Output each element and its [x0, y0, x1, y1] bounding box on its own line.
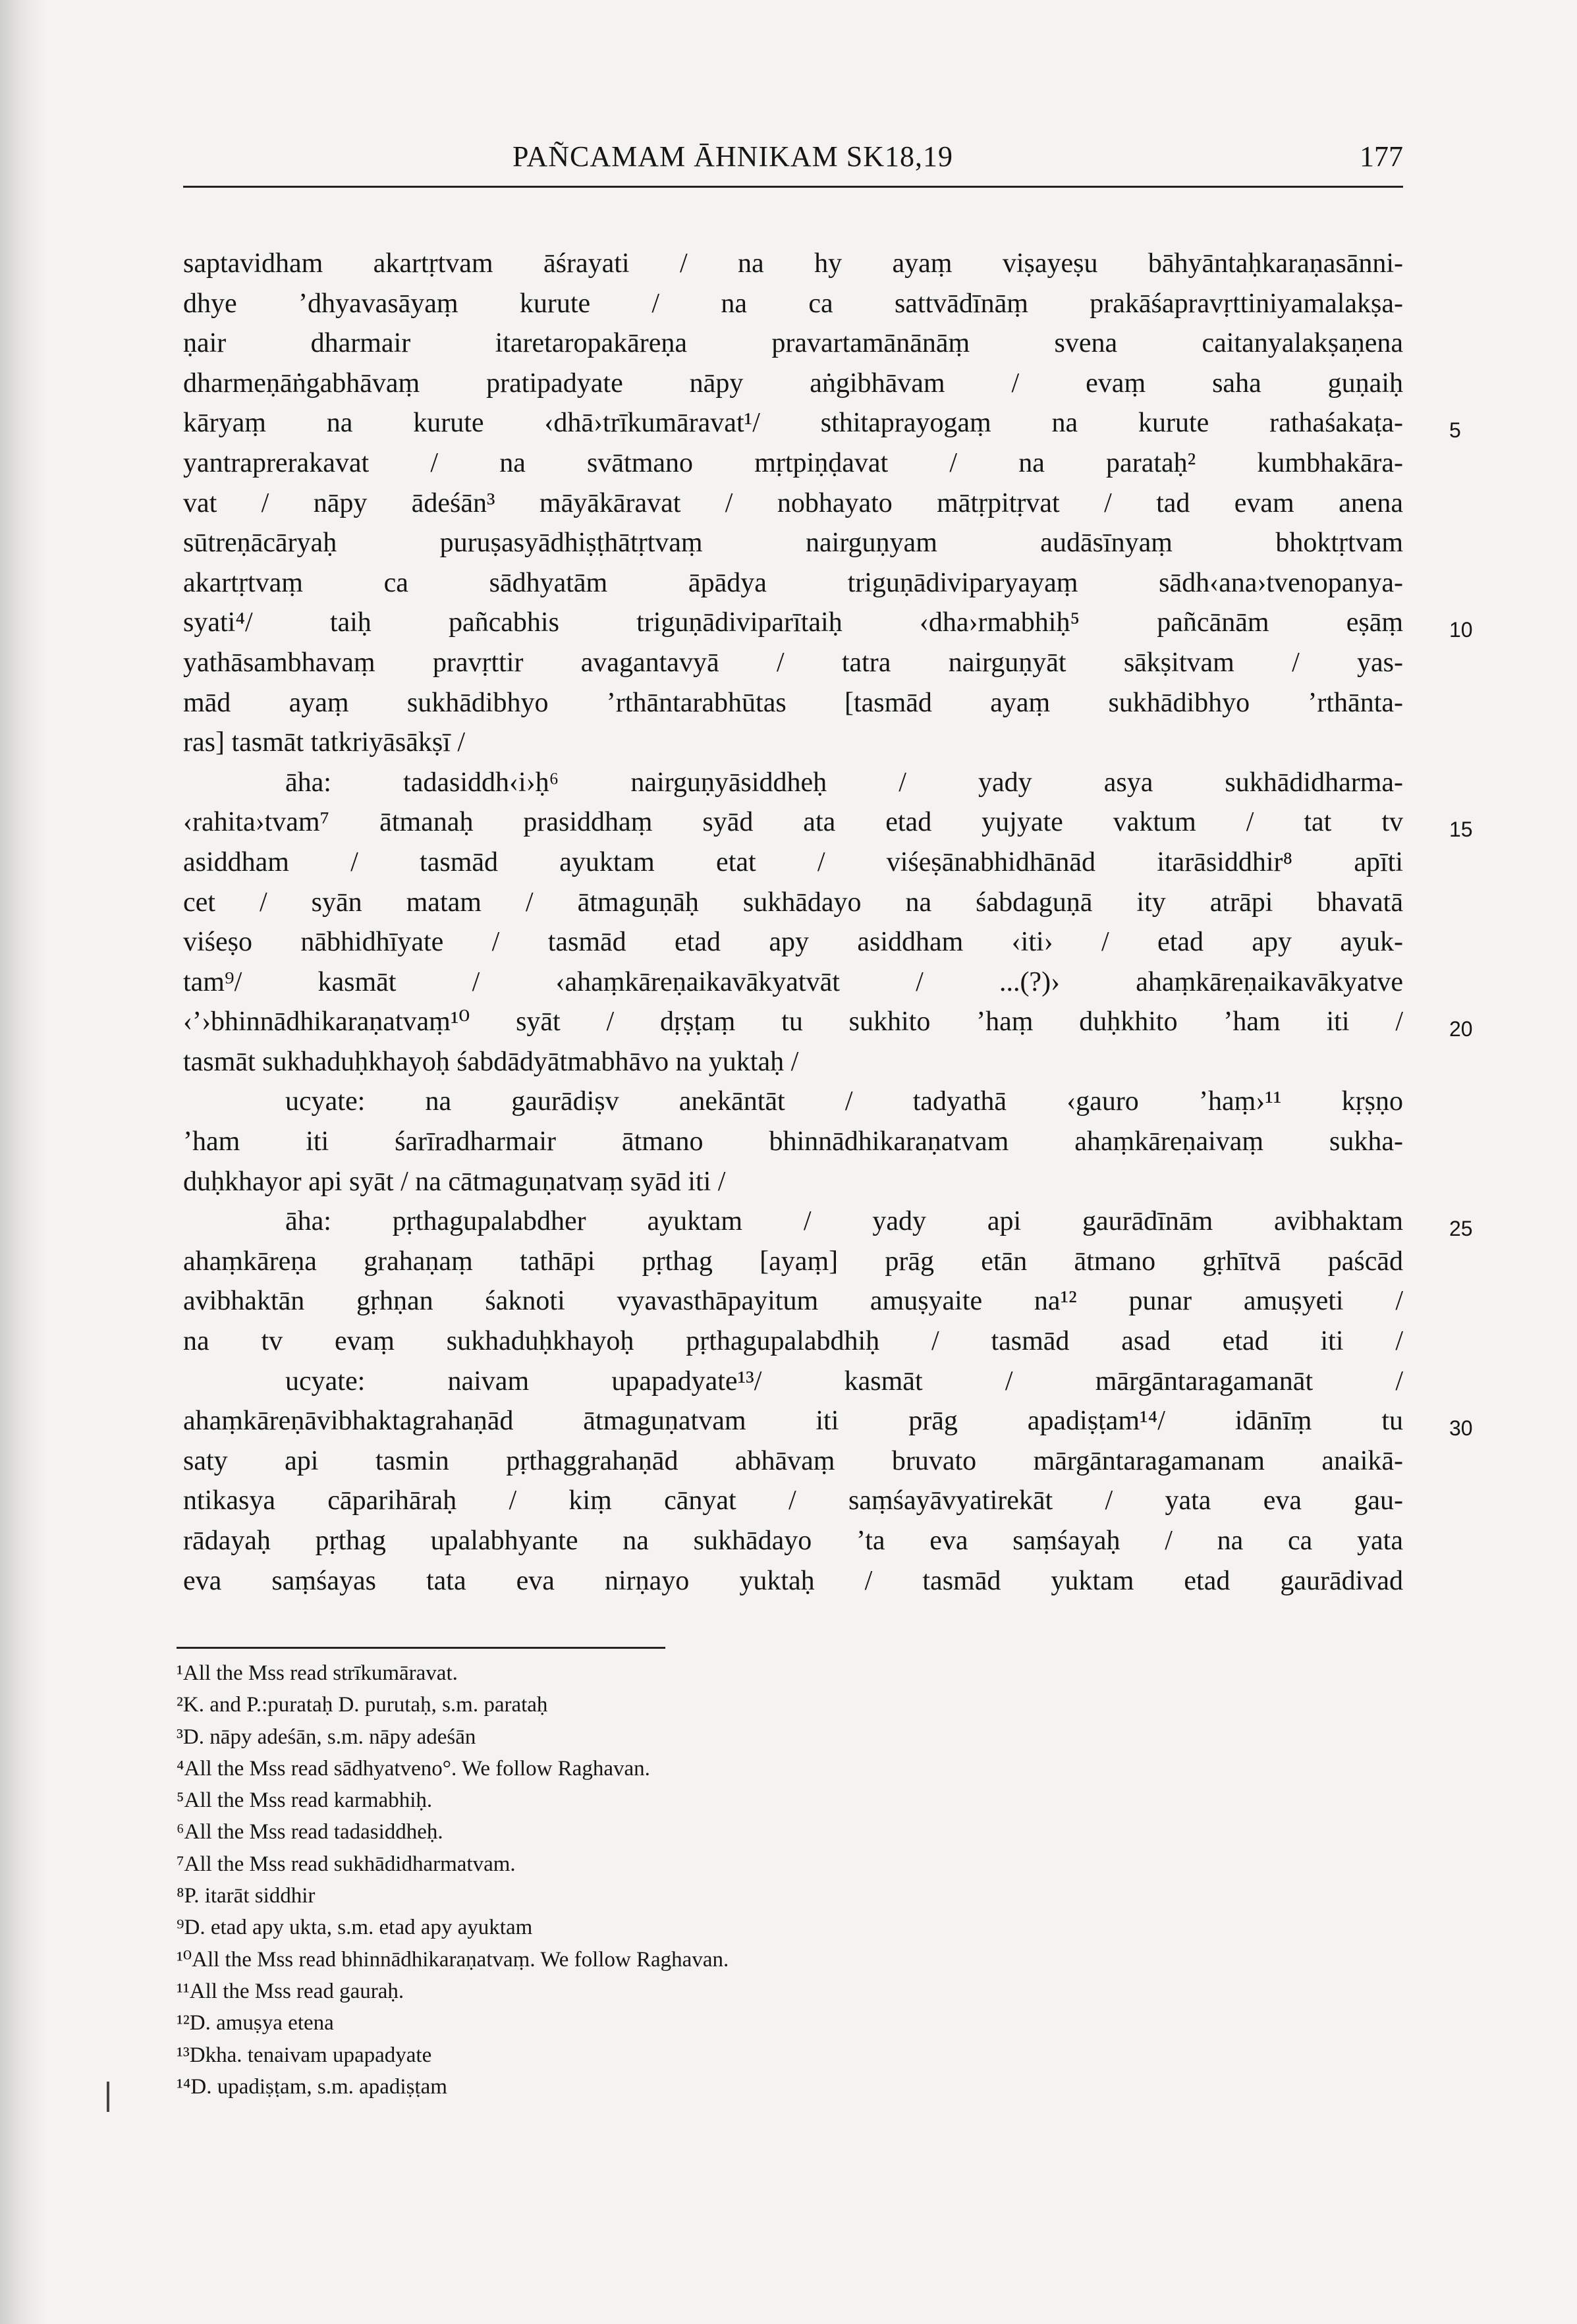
text-line: tasmāt sukhaduḥkhayoḥ śabdādyātmabhāvo na yuktaḥ / [183, 1046, 799, 1077]
text-line: saty api tasmin pṛthaggrahaṇād abhāvaṃ bruvato mārgāntaragamanam anaikā- [183, 1445, 1403, 1476]
text-line: ahaṃkāreṇa grahaṇaṃ tathāpi pṛthag [ayaṃ] prāg etān ātmano gṛhītvā paścād [183, 1246, 1403, 1277]
footnote: ⁷All the Mss read sukhādidharmatvam. [177, 1852, 516, 1876]
text-line: mād ayaṃ sukhādibhyo ’rthāntarabhūtas [tasmād ayaṃ sukhādibhyo ’rthānta- [183, 687, 1403, 718]
line-number: 10 [1449, 618, 1473, 642]
line-number: 25 [1449, 1217, 1473, 1240]
running-title: PAÑCAMAM ĀHNIKAM SK18,19 [512, 140, 954, 173]
page-number: 177 [1360, 140, 1403, 173]
text-line: ntikasya cāparihāraḥ / kiṃ cānyat / saṃśayāvyatirekāt / yata eva gau- [183, 1485, 1403, 1516]
footnote: ¹⁰All the Mss read bhinnādhikaraṇatvaṃ. We follow Raghavan. [177, 1947, 729, 1972]
text-line: kāryaṃ na kurute ‹dhā›trīkumāravat¹/ sthitaprayogaṃ na kurute rathaśakaṭa- [183, 408, 1403, 439]
text-line: asiddham / tasmād ayuktam etat / viśeṣānabhidhānād itarāsiddhir⁸ apīti [183, 846, 1403, 877]
text-line: viśeṣo nābhidhīyate / tasmād etad apy asiddham ‹iti› / etad apy ayuk- [183, 927, 1403, 958]
text-line: āha: pṛthagupalabdher ayuktam / yady api gaurādīnām avibhaktam [285, 1206, 1403, 1237]
margin-mark [107, 2082, 109, 2112]
text-line: akartṛtvaṃ ca sādhyatām āpādya triguṇādiviparyayaṃ sādh‹ana›tvenopanya- [183, 567, 1403, 598]
footnote: ⁵All the Mss read karmabhiḥ. [177, 1788, 433, 1813]
line-number: 15 [1449, 817, 1473, 841]
footnotes [177, 1657, 1099, 2103]
line-number: 5 [1449, 418, 1461, 442]
text-line: yantraprerakavat / na svātmano mṛtpiṇḍavat / na parataḥ² kumbhakāra- [183, 447, 1403, 478]
line-number: 30 [1449, 1416, 1473, 1440]
text-line: cet / syān matam / ātmaguṇāḥ sukhādayo na śabdaguṇā ity atrāpi bhavatā [183, 887, 1403, 918]
text-line: yathāsambhavaṃ pravṛttir avagantavyā / tatra nairguṇyāt sākṣitvam / yas- [183, 647, 1403, 678]
text-line: duḥkhayor api syāt / na cātmaguṇatvaṃ syād iti / [183, 1166, 726, 1197]
footnote: ⁹D. etad apy ukta, s.m. etad apy ayuktam [177, 1916, 533, 1940]
footnote: ⁶All the Mss read tadasiddheḥ. [177, 1820, 443, 1844]
footnote: ¹²D. amuṣya etena [177, 2011, 334, 2035]
text-line: ucyate: naivam upapadyate¹³/ kasmāt / mārgāntaragamanāt / [285, 1366, 1403, 1397]
main-text [183, 244, 1403, 1601]
line-number: 20 [1449, 1017, 1473, 1041]
text-line: ‹rahita›tvam⁷ ātmanaḥ prasiddhaṃ syād ata etad yujyate vaktum / tat tv [183, 807, 1403, 838]
footnote: ¹⁴D. upadiṣṭam, s.m. apadiṣṭam [177, 2074, 447, 2099]
footnote: ⁴All the Mss read sādhyatveno°. We follow Raghavan. [177, 1756, 650, 1781]
footnote: ¹All the Mss read strīkumāravat. [177, 1661, 458, 1685]
footnote: ¹³Dkha. tenaivam upapadyate [177, 2043, 432, 2067]
text-line: ras] tasmāt tatkriyāsākṣī / [183, 727, 466, 758]
text-line: syati⁴/ taiḥ pañcabhis triguṇādiviparītaiḥ ‹dha›rmabhiḥ⁵ pañcānām eṣāṃ [183, 607, 1403, 638]
text-line: ucyate: na gaurādiṣv anekāntāt / tadyathā ‹gauro ’haṃ›¹¹ kṛṣṇo [285, 1086, 1403, 1117]
footnote: ²K. and P.:purataḥ D. purutaḥ, s.m. parataḥ [177, 1693, 548, 1717]
text-line: sūtreṇācāryaḥ puruṣasyādhiṣṭhātṛtvaṃ nairguṇyam audāsīnyaṃ bhoktṛtvam [183, 528, 1403, 559]
page-header [183, 140, 1403, 188]
text-line: ṇair dharmair itaretaropakāreṇa pravartamānānāṃ svena caitanyalakṣaṇena [183, 328, 1403, 359]
text-line: ahaṃkāreṇāvibhaktagrahaṇād ātmaguṇatvam iti prāg apadiṣṭam¹⁴/ idānīṃ tu [183, 1406, 1403, 1437]
footnote: ³D. nāpy adeśān, s.m. nāpy adeśān [177, 1725, 476, 1749]
text-line: saptavidham akartṛtvam āśrayati / na hy ayaṃ viṣayeṣu bāhyāntaḥkaraṇasānni- [183, 248, 1403, 279]
text-line: dhye ’dhyavasāyaṃ kurute / na ca sattvādīnāṃ prakāśapravṛttiniyamalakṣa- [183, 288, 1403, 319]
text-line: eva saṃśayas tata eva nirṇayo yuktaḥ / tasmād yuktam etad gaurādivad [183, 1565, 1403, 1596]
text-line: rādayaḥ pṛthag upalabhyante na sukhādayo ’ta eva saṃśayaḥ / na ca yata [183, 1526, 1403, 1556]
text-line: tam⁹/ kasmāt / ‹ahaṃkāreṇaikavākyatvāt / ...(?)› ahaṃkāreṇaikavākyatve [183, 966, 1403, 997]
footnote-rule [177, 1647, 665, 1649]
text-line: na tv evaṃ sukhaduḥkhayoḥ pṛthagupalabdhiḥ / tasmād asad etad iti / [183, 1326, 1403, 1357]
text-line: vat / nāpy ādeśān³ māyākāravat / nobhayato mātṛpitṛvat / tad evam anena [183, 487, 1403, 518]
text-line: ‹’›bhinnādhikaraṇatvaṃ¹⁰ syāt / dṛṣṭaṃ tu sukhito ’haṃ duḥkhito ’ham iti / [183, 1007, 1403, 1038]
footnote: ¹¹All the Mss read gauraḥ. [177, 1979, 404, 2003]
text-line: āha: tadasiddh‹i›ḥ⁶ nairguṇyāsiddheḥ / yady asya sukhādidharma- [285, 767, 1403, 798]
text-line: dharmeṇāṅgabhāvaṃ pratipadyate nāpy aṅgibhāvam / evaṃ saha guṇaiḥ [183, 368, 1403, 399]
footnote: ⁸P. itarāt siddhir [177, 1884, 316, 1908]
page-edge-shadow [0, 0, 46, 2324]
text-line: avibhaktān gṛhṇan śaknoti vyavasthāpayitum amuṣyaite na¹² punar amuṣyeti / [183, 1286, 1403, 1317]
text-line: ’ham iti śarīradharmair ātmano bhinnādhikaraṇatvam ahaṃkāreṇaivaṃ sukha- [183, 1126, 1403, 1157]
